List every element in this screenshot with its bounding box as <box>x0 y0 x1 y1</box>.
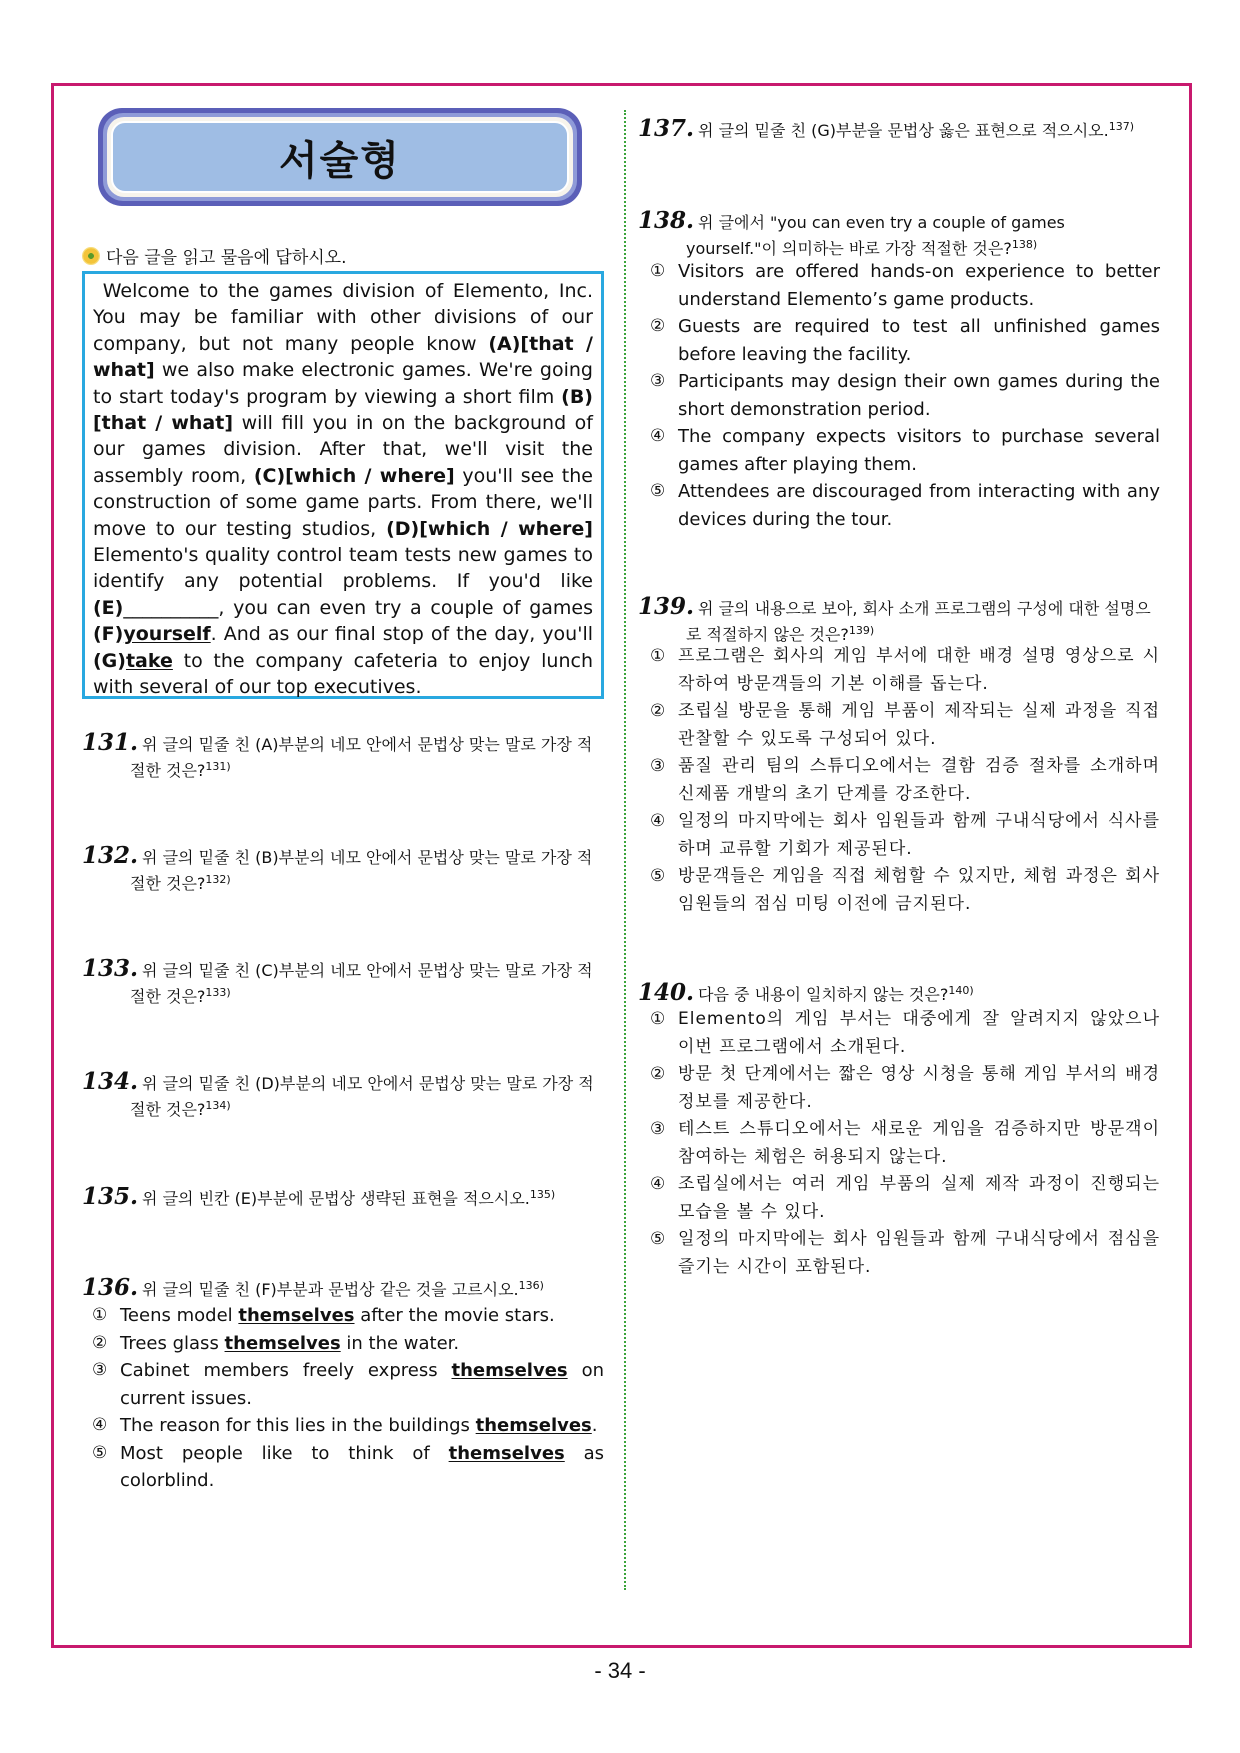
option-marker: ③ <box>650 371 666 391</box>
instruction <box>82 243 347 268</box>
option-marker: ④ <box>650 1174 667 1194</box>
question-number: 131. <box>82 729 139 756</box>
question-136 <box>82 1275 604 1301</box>
option-2[interactable] <box>650 1061 1160 1116</box>
question-133 <box>82 955 604 1008</box>
footnote-ref: 133) <box>205 986 231 999</box>
option-4[interactable] <box>650 808 1160 863</box>
option-2[interactable] <box>92 1330 604 1358</box>
option-marker: ⑤ <box>650 866 667 886</box>
footnote-ref: 139) <box>848 624 875 637</box>
passage-text: you'll see the construction of some game parts. From there, we'll move to our testing studios, <box>93 464 593 540</box>
question-number: 137. <box>638 115 695 142</box>
section-title-banner <box>98 108 582 206</box>
option-text: Most people like to think of <box>120 1442 449 1464</box>
question-138 <box>638 207 1160 260</box>
option-marker: ⑤ <box>650 1229 667 1249</box>
blank-e: __________ <box>123 596 219 619</box>
option-text: 조립실에서는 여러 게임 부품의 실제 제작 과정이 진행되는 모습을 볼 수 있다. <box>678 1174 1160 1222</box>
passage-text: we also make electronic games. We're going to start today's program by viewing a short film <box>93 359 593 408</box>
column-divider <box>624 110 626 1590</box>
option-1[interactable] <box>650 1006 1160 1061</box>
underlined-word: themselves <box>451 1360 568 1381</box>
option-marker: ① <box>92 1305 108 1325</box>
section-title: 서술형 <box>279 137 401 184</box>
question-stem: 절한 것은? <box>130 874 206 893</box>
option-3[interactable] <box>650 368 1160 423</box>
option-text: 일정의 마지막에는 회사 임원들과 함께 구내식당에서 식사를 하며 교류할 기회가 제공된다. <box>678 811 1160 859</box>
underline-g-word: take <box>125 649 173 672</box>
option-marker: ② <box>92 1332 108 1353</box>
reading-passage <box>82 271 604 699</box>
question-stem: 위 글의 밑줄 친 (B)부분의 네모 안에서 문법상 맞는 말로 가장 적 <box>142 848 593 867</box>
question-number: 138. <box>638 207 695 234</box>
footnote-ref: 132) <box>205 873 231 886</box>
option-marker: ② <box>650 701 667 721</box>
option-marker: ⑤ <box>92 1442 108 1463</box>
question-stem: 위 글의 밑줄 친 (G)부분을 문법상 옳은 표현으로 적으시오. <box>698 121 1109 140</box>
question-134 <box>82 1068 604 1121</box>
question-stem: 로 적절하지 않은 것은? <box>686 625 849 644</box>
option-text: The reason for this lies in the buildings <box>120 1415 476 1436</box>
question-stem: 위 글의 밑줄 친 (C)부분의 네모 안에서 문법상 맞는 말로 가장 적 <box>142 961 593 980</box>
question-number: 140. <box>638 979 695 1006</box>
question-stem: 위 글에서 "you can even try a couple of games <box>698 213 1065 232</box>
question-number: 134. <box>82 1068 139 1095</box>
underline-f-label: (F) <box>93 623 124 646</box>
passage-text: Welcome to the games division of Elemento, Inc. You may be familiar with other divisions of our company, but not many people know <box>93 280 593 355</box>
option-4[interactable] <box>650 423 1160 478</box>
question-138-options <box>650 258 1160 533</box>
underline-f-word: yourself <box>123 623 211 646</box>
choice-b: (B)[that / what] <box>93 385 593 435</box>
question-stem: 위 글의 빈칸 (E)부분에 문법상 생략된 표현을 적으시오. <box>142 1189 530 1208</box>
option-text: 품질 관리 팀의 스튜디오에서는 결함 검증 절차를 소개하며 신제품 개발의 초기 단계를 강조한다. <box>678 756 1160 804</box>
question-140-options <box>650 1006 1160 1281</box>
option-marker: ② <box>650 316 666 336</box>
option-text: . <box>591 1415 598 1436</box>
passage-text: . And as our final stop of the day, you'll <box>210 623 593 646</box>
question-135 <box>82 1184 604 1210</box>
question-stem: 위 글의 내용으로 보아, 회사 소개 프로그램의 구성에 대한 설명으 <box>698 599 1151 618</box>
option-1[interactable] <box>650 258 1160 313</box>
option-text: Guests are required to test all unfinished games before leaving the facility. <box>678 316 1160 365</box>
footnote-ref: 135) <box>529 1188 556 1201</box>
option-3[interactable] <box>650 753 1160 808</box>
option-text: in the water. <box>340 1332 460 1354</box>
option-marker: ④ <box>650 426 666 446</box>
question-139-options <box>650 643 1160 918</box>
footnote-ref: 138) <box>1011 238 1038 251</box>
option-text: The company expects visitors to purchase several games after playing them. <box>678 426 1160 475</box>
option-marker: ② <box>650 1064 667 1084</box>
option-text: Trees glass <box>120 1332 225 1354</box>
option-text: Teens model <box>120 1305 239 1326</box>
option-marker: ④ <box>92 1415 108 1435</box>
option-marker: ① <box>650 261 666 281</box>
question-number: 133. <box>82 955 139 982</box>
choice-d: (D)[which / where] <box>386 517 593 540</box>
option-text: Participants may design their own games during the short demonstration period. <box>678 371 1160 420</box>
option-marker: ⑤ <box>650 481 666 501</box>
passage-text: will fill you in on the background of our games division. After that, we'll visit the assembly room, <box>93 412 593 487</box>
underline-g-label: (G) <box>93 649 126 672</box>
option-marker: ④ <box>650 811 667 831</box>
page-number: - 34 - <box>594 1658 646 1683</box>
question-number: 139. <box>638 593 695 620</box>
option-3[interactable] <box>650 1116 1160 1171</box>
question-stem: 위 글의 밑줄 친 (A)부분의 네모 안에서 문법상 맞는 말로 가장 적 <box>142 735 593 754</box>
option-3[interactable] <box>92 1357 604 1412</box>
option-text: after the movie stars. <box>354 1305 555 1326</box>
underlined-word: themselves <box>475 1415 592 1436</box>
question-stem: 절한 것은? <box>130 987 206 1006</box>
option-5[interactable] <box>650 478 1160 533</box>
footnote-ref: 136) <box>518 1279 544 1292</box>
choice-a: (A)[that / what] <box>93 332 593 382</box>
question-number: 132. <box>82 842 139 869</box>
option-5[interactable] <box>92 1440 604 1495</box>
option-text: 조립실 방문을 통해 게임 부품이 제작되는 실제 과정을 직접 관찰할 수 있도록 구성되어 있다. <box>678 701 1160 749</box>
footnote-ref: 137) <box>1108 120 1135 133</box>
question-131 <box>82 729 604 782</box>
underlined-word: themselves <box>448 1442 565 1464</box>
option-marker: ③ <box>92 1360 108 1380</box>
option-5[interactable] <box>650 863 1160 918</box>
question-stem: 다음 중 내용이 일치하지 않는 것은? <box>698 985 949 1004</box>
option-2[interactable] <box>650 313 1160 368</box>
passage-text: , you can even try a couple of games <box>218 596 593 619</box>
option-text: Elemento의 게임 부서는 대중에게 잘 알려지지 않았으나 이번 프로그램에서 소개된다. <box>678 1009 1160 1057</box>
option-text: Cabinet members freely express <box>120 1360 452 1381</box>
blank-e-label: (E) <box>93 596 124 619</box>
question-number: 135. <box>82 1183 139 1210</box>
question-stem: yourself."이 의미하는 바로 가장 적절한 것은? <box>686 239 1012 258</box>
question-139 <box>638 593 1160 646</box>
underlined-word: themselves <box>238 1305 355 1326</box>
option-text: 테스트 스튜디오에서는 새로운 게임을 검증하지만 방문객이 참여하는 체험은 허용되지 않는다. <box>678 1119 1160 1167</box>
footnote-ref: 140) <box>948 984 974 997</box>
option-text: as colorblind. <box>120 1442 604 1491</box>
underlined-word: themselves <box>224 1332 341 1354</box>
question-stem: 절한 것은? <box>130 1100 206 1119</box>
question-stem: 절한 것은? <box>130 761 206 780</box>
footnote-ref: 131) <box>205 760 231 773</box>
question-stem: 위 글의 밑줄 친 (F)부분과 문법상 같은 것을 고르시오. <box>142 1280 519 1299</box>
option-text: 프로그램은 회사의 게임 부서에 대한 배경 설명 영상으로 시작하여 방문객들의 기본 이해를 돕는다. <box>678 646 1160 694</box>
flower-icon <box>82 247 100 265</box>
option-marker: ① <box>650 646 667 666</box>
option-4[interactable] <box>650 1171 1160 1226</box>
option-text: 방문객들은 게임을 직접 체험할 수 있지만, 체험 과정은 회사 임원들의 점심 미팅 이전에 금지된다. <box>678 866 1160 914</box>
passage-text: to the company cafeteria to enjoy lunch with several of our top executives. <box>93 649 593 699</box>
question-136-options <box>92 1302 604 1495</box>
option-text: Visitors are offered hands-on experience to better understand Elemento’s game products. <box>678 261 1160 310</box>
option-marker: ① <box>650 1009 667 1029</box>
option-text: 일정의 마지막에는 회사 임원들과 함께 구내식당에서 점심을 즐기는 시간이 포함된다. <box>678 1229 1160 1277</box>
option-1[interactable] <box>650 643 1160 698</box>
option-1[interactable] <box>92 1302 604 1330</box>
option-text: 방문 첫 단계에서는 짧은 영상 시청을 통해 게임 부서의 배경 정보를 제공한다. <box>678 1064 1160 1112</box>
option-marker: ③ <box>650 756 667 776</box>
option-5[interactable] <box>650 1226 1160 1281</box>
choice-c: (C)[which / where] <box>253 464 455 487</box>
passage-text: Elemento's quality control team tests new games to identify any potential problems. If you'd like <box>93 544 593 593</box>
question-132 <box>82 842 604 895</box>
option-marker: ③ <box>650 1119 667 1139</box>
option-2[interactable] <box>650 698 1160 753</box>
option-text: Attendees are discouraged from interacting with any devices during the tour. <box>678 481 1160 530</box>
question-140 <box>638 980 1160 1006</box>
instruction-text: 다음 글을 읽고 물음에 답하시오. <box>106 248 347 268</box>
option-text: on current issues. <box>120 1360 604 1409</box>
question-137 <box>638 116 1160 142</box>
option-4[interactable] <box>92 1412 604 1440</box>
question-stem: 위 글의 밑줄 친 (D)부분의 네모 안에서 문법상 맞는 말로 가장 적 <box>142 1074 594 1093</box>
question-number: 136. <box>82 1274 139 1301</box>
footnote-ref: 134) <box>205 1099 231 1112</box>
